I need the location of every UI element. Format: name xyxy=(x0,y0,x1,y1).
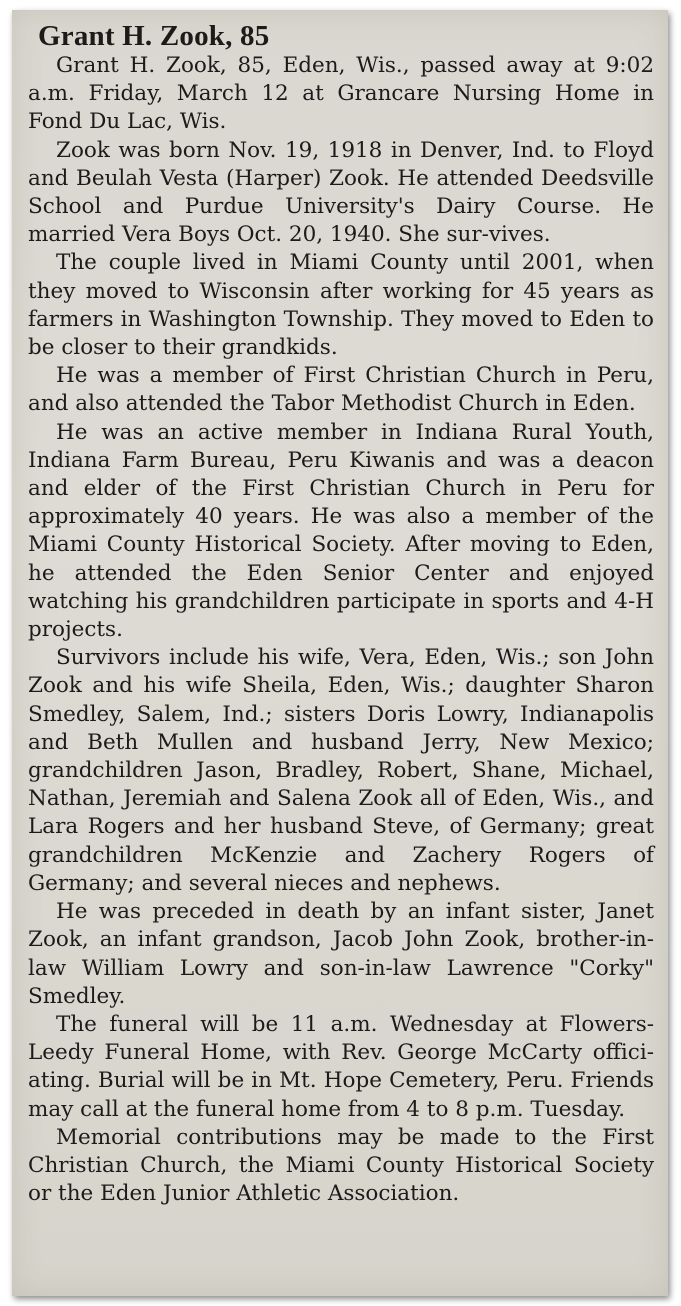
paragraph-death-notice: Grant H. Zook, 85, Eden, Wis., passed away at 9:02 a.m. Friday, March 12 at Grancare Nursing Home in Fond Du Lac, Wis. xyxy=(28,53,654,135)
paragraph-memorial-contributions: Memorial contributions may be made to the First Christian Church, the Miami County Historical Society or the Eden Junior Athletic Association. xyxy=(28,1124,654,1207)
obituary-article xyxy=(28,20,654,1208)
paragraph-residence: The couple lived in Miami County until 2001, when they moved to Wisconsin after working for 45 years as farmers in Washington Township. They moved to Eden to be closer to their grandkids. xyxy=(28,250,654,361)
newspaper-clipping xyxy=(12,10,668,1296)
obituary-headline: Grant H. Zook, 85 xyxy=(38,20,270,52)
paragraph-memberships: He was an active member in Indiana Rural Youth, Indiana Farm Bureau, Peru Kiwanis and was a deacon and elder of the First Christian Church in Peru for approximately 40 years. He was also a member of the Miami County Historical Society. After moving to Eden, he attended the Eden Senior Center and enjoyed watching his grandchildren participate in sports and 4-H projects. xyxy=(28,419,654,643)
paragraph-preceded-in-death: He was preceded in death by an infant sister, Janet Zook, an infant grandson, Jacob John Zook, brother-in-law William Lowry and son-in-law Lawrence "Corky" Smedley. xyxy=(28,899,654,1009)
paragraph-church: He was a member of First Christian Church in Peru, and also attended the Tabor Methodist Church in Eden. xyxy=(28,363,654,417)
paragraph-funeral-details: The funeral will be 11 a.m. Wednesday at Flowers-Leedy Funeral Home, with Rev. George McCarty offici-ating. Burial will be in Mt. Hope Cemetery, Peru. Friends may call at the funeral home from 4 to 8 p.m. Tuesday. xyxy=(28,1011,654,1122)
paragraph-survivors: Survivors include his wife, Vera, Eden, Wis.; son John Zook and his wife Sheila, Eden, Wis.; daughter Sharon Smedley, Salem, Ind.; sisters Doris Lowry, Indianapolis and Beth Mullen and husband Jerry, New Mexico; grandchildren Jason, Bradley, Robert, Shane, Michael, Nathan, Jeremiah and Salena Zook all of Eden, Wis., and Lara Rogers and her husband Steve, of Germany; great grandchildren McKenzie and Zachery Rogers of Germany; and several nieces and nephews. xyxy=(28,645,654,896)
paragraph-birth-education: Zook was born Nov. 19, 1918 in Denver, Ind. to Floyd and Beulah Vesta (Harper) Zook. He attended Deedsville School and Purdue University's Dairy Course. He married Vera Boys Oct. 20, 1940. She sur-vives. xyxy=(28,137,654,248)
